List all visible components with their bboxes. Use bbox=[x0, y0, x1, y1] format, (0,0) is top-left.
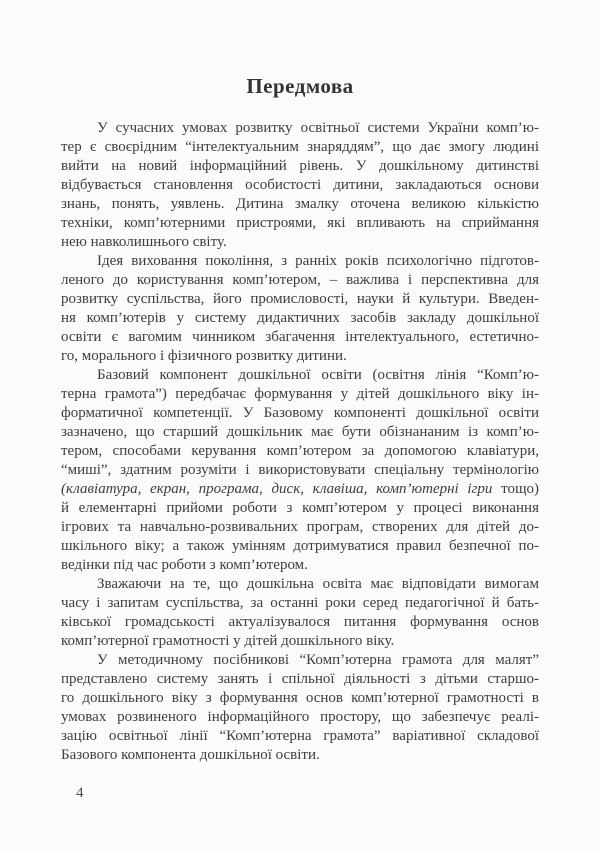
text-line: Ідея виховання покоління, з ранніх років психологічно підготов- bbox=[97, 253, 539, 269]
italic-term-list: (клавіатура, екран, програма, диск, клавіша, комп’ютерні ігри bbox=[61, 481, 493, 497]
text-line: представлено систему занять і спільної діяльності з дітьми старшо- bbox=[61, 671, 539, 687]
text-line: зацію освітньої лінії “Комп’ютерна грамота” варіативної складової bbox=[61, 728, 539, 744]
paragraph bbox=[61, 252, 539, 366]
text-line: терна грамота”) передбачає формування у дітей дошкільного віку ін- bbox=[61, 386, 539, 402]
text-line: У сучасних умовах розвитку освітньої системи України комп’ю- bbox=[97, 120, 539, 136]
text-line: го, морального і фізичного розвитку дитини. bbox=[61, 348, 347, 364]
text-line: умовах розвиненого інформаційного простору, що забезпечує реалі- bbox=[61, 709, 539, 725]
text-line: тером, способами керування комп’ютером за допомогою клавіатури, bbox=[61, 443, 539, 459]
page-number: 4 bbox=[76, 785, 84, 801]
page-title: Передмова bbox=[246, 74, 354, 98]
text-line: часу і запитам суспільства, за останні роки серед педагогічної й бать- bbox=[61, 595, 539, 611]
paragraph bbox=[61, 651, 539, 765]
text-line: ведінки під час роботи з комп’ютером. bbox=[61, 557, 308, 573]
text-line: нею навколишнього світу. bbox=[61, 234, 227, 250]
text-line: Зважаючи на те, що дошкільна освіта має відповідати вимогам bbox=[97, 576, 539, 592]
text-line: техніки, комп’ютерними пристроями, які впливають на сприймання bbox=[61, 215, 539, 231]
paragraph bbox=[61, 366, 539, 575]
text-line: Базового компонента дошкільної освіти. bbox=[61, 747, 320, 763]
paragraph bbox=[61, 575, 539, 651]
text-line: ківської громадськості актуалізувалося питання формування основ bbox=[61, 614, 539, 630]
text-line: освіти є вагомим чинником збагачення інтелектуального, естетично- bbox=[61, 329, 539, 345]
text-segment: тощо) bbox=[492, 481, 539, 497]
text-line: ня комп’ютерів у систему дидактичних засобів закладу дошкільної bbox=[61, 310, 539, 326]
text-line: відбувається становлення особистості дитини, закладаються основи bbox=[61, 177, 539, 193]
text-line: знань, понять, уявлень. Дитина змалку оточена великою кількістю bbox=[61, 196, 539, 212]
text-line: розвитку суспільства, його промисловості, науки й культури. Введен- bbox=[61, 291, 539, 307]
text-line: шкільного віку; а також умінням дотримуватися правил безпечної по- bbox=[61, 538, 539, 554]
text-line: вийти на новий інформаційний рівень. У дошкільному дитинстві bbox=[61, 158, 539, 174]
text-line bbox=[61, 480, 539, 499]
text-line: ігрових та навчально-розвивальних програм, створених для дітей до- bbox=[61, 519, 539, 535]
text-line: леного до користування комп’ютером, – важлива і перспективна для bbox=[61, 272, 539, 288]
text-line: тер є своєрідним “інтелектуальним знаряддям”, що дає змогу людині bbox=[61, 139, 539, 155]
text-line: й елементарні прийоми роботи з комп’ютером у процесі виконання bbox=[61, 500, 539, 516]
page-body bbox=[61, 119, 539, 765]
text-line: форматичної компетенції. У Базовому компоненті дошкільної освіти bbox=[61, 405, 539, 421]
text-line: го дошкільного віку з формування основ комп’ютерної грамотності в bbox=[61, 690, 539, 706]
text-line: Базовий компонент дошкільної освіти (освітня лінія “Комп’ю- bbox=[97, 367, 539, 383]
text-line: комп’ютерної грамотності у дітей дошкільного віку. bbox=[61, 633, 395, 649]
text-line: “миші”, здатним розуміти і використовувати спеціальну термінологію bbox=[61, 462, 539, 478]
text-line: зазначено, що старший дошкільник має бути обізнананим із комп’ю- bbox=[61, 424, 539, 440]
text-line: У методичному посібникові “Комп’ютерна грамота для малят” bbox=[97, 652, 539, 668]
paragraph bbox=[61, 119, 539, 252]
